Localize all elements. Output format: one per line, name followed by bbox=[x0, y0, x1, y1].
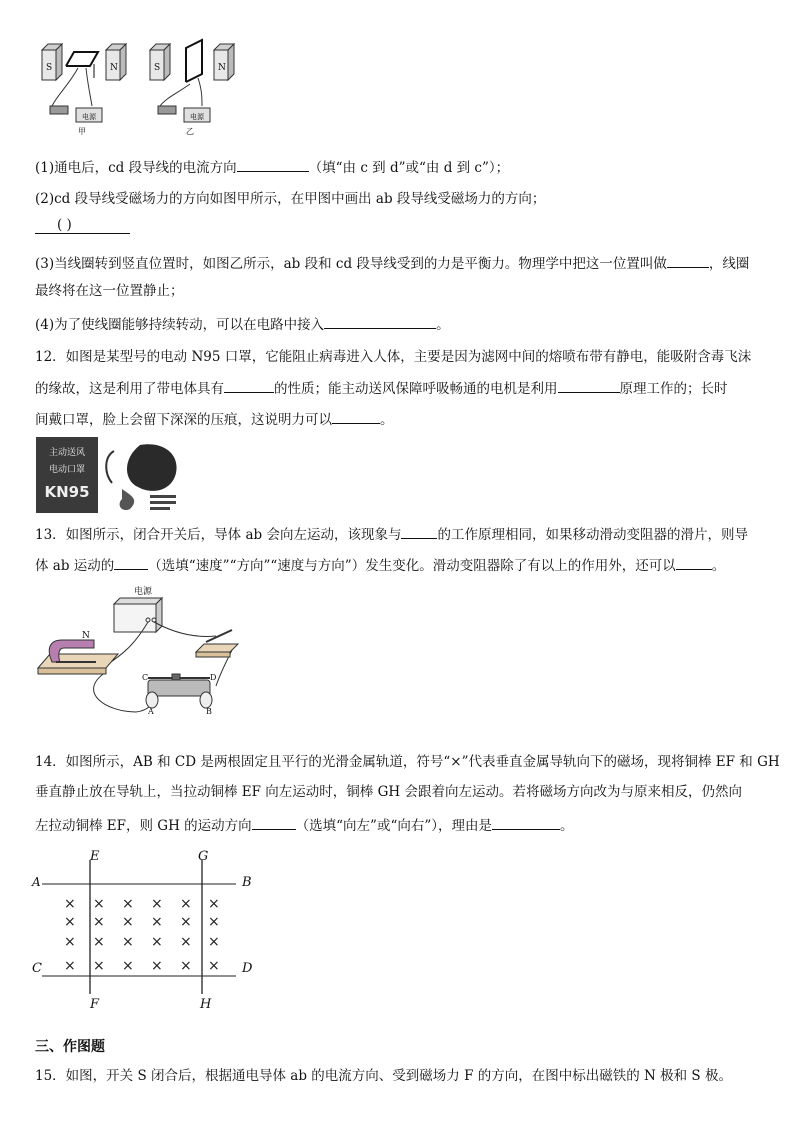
q13-blank-2[interactable] bbox=[114, 555, 148, 570]
rails-drawing bbox=[30, 846, 266, 1014]
field-cross: × bbox=[64, 958, 76, 974]
q14-line3: 左拉动铜棒 EF，则 GH 的运动方向 （选填“向左”或“向右”），理由是 。 bbox=[35, 815, 574, 835]
power-label-right: 电源 bbox=[190, 113, 204, 121]
q15-text: 15．如图，开关 S 闭合后，根据通电导体 ab 的电流方向、受到磁场力 F 的方向，在图中标出磁铁的 N 极和 S 极。 bbox=[35, 1068, 732, 1084]
q13-blank-3[interactable] bbox=[676, 555, 712, 570]
q12-blank-1[interactable] bbox=[224, 378, 274, 393]
q12-line3: 间戴口罩，脸上会留下深深的压痕，这说明力可以 。 bbox=[35, 409, 394, 429]
q14-blank-1[interactable] bbox=[252, 815, 296, 830]
rheostat-d-label: D bbox=[210, 673, 217, 682]
rod-label-f: F bbox=[90, 997, 100, 1012]
q11-part1: (1)通电后，cd 段导线的电流方向 （填“由 c 到 d”或“由 d 到 c”）； bbox=[35, 157, 509, 177]
q13-blank-1[interactable] bbox=[401, 524, 437, 539]
power-label-left: 电源 bbox=[82, 113, 96, 121]
rheostat-b-label: B bbox=[206, 707, 212, 716]
mask-image bbox=[36, 437, 184, 517]
mask-drawing bbox=[100, 437, 186, 515]
rail-label-d: D bbox=[242, 961, 253, 976]
field-cross: × bbox=[93, 896, 105, 912]
rail-label-a: A bbox=[32, 875, 41, 889]
q11-blank-1[interactable] bbox=[237, 157, 309, 172]
mask-box-label: 主动送风 电动口罩 KN95 bbox=[36, 437, 98, 513]
rod-label-g: G bbox=[198, 849, 209, 864]
q11-part4: (4)为了使线圈能够持续转动，可以在电路中接入 。 bbox=[35, 314, 450, 334]
motor-figures-drawing bbox=[38, 34, 238, 142]
q11-blank-4[interactable] bbox=[324, 314, 436, 329]
rails-figure bbox=[30, 846, 266, 1014]
q11-part2: (2)cd 段导线受磁场力的方向如图甲所示，在甲图中画出 ab 段导线受磁场力的方向； bbox=[35, 191, 546, 207]
field-cross: × bbox=[122, 914, 134, 930]
q12-blank-2[interactable] bbox=[558, 378, 620, 393]
q13-line1: 13．如图所示，闭合开关后，导体 ab 会向左运动，该现象与 的工作原理相同，如果移动滑动变阻器的滑片，则导 bbox=[35, 524, 748, 544]
field-cross: × bbox=[122, 896, 134, 912]
field-cross: × bbox=[64, 914, 76, 930]
rod-label-e: E bbox=[90, 849, 100, 864]
pole-n-label: N bbox=[82, 631, 90, 641]
rod-label-h: H bbox=[200, 997, 212, 1012]
q14-line2: 垂直静止放在导轨上，当拉动铜棒 EF 向左运动时，铜棒 GH 会跟着向左运动。若将磁场方向改为与原来相反，仍然向 bbox=[35, 784, 742, 800]
q11-blank-3[interactable] bbox=[667, 253, 709, 268]
rail-label-b: B bbox=[242, 875, 252, 890]
motor-figures bbox=[38, 34, 238, 142]
section-title: 三、作图题 bbox=[35, 1039, 105, 1055]
circuit-drawing bbox=[36, 582, 256, 742]
rheostat-a-label: A bbox=[148, 707, 154, 716]
field-cross: × bbox=[93, 914, 105, 930]
q11-part2-answer bbox=[35, 219, 130, 239]
q11-part3b: 最终将在这一位置静止； bbox=[35, 283, 184, 299]
power-label: 电源 bbox=[134, 587, 153, 597]
q13-line2: 体 ab 运动的 （选填“速度”“方向”“速度与方向”）发生变化。滑动变阻器除了有以上的作用外，还可以 。 bbox=[35, 555, 725, 575]
q14-line1: 14．如图所示，AB 和 CD 是两根固定且平行的光滑金属轨道，符号“×”代表垂直金属导轨向下的磁场，现将铜棒 EF 和 GH bbox=[35, 754, 780, 770]
pole-s-left: S bbox=[46, 63, 53, 73]
q12-blank-3[interactable] bbox=[332, 409, 380, 424]
pole-n-left: N bbox=[110, 63, 118, 73]
field-cross: × bbox=[151, 896, 163, 912]
field-cross: × bbox=[180, 958, 192, 974]
q11-part3: (3)当线圈转到竖直位置时，如图乙所示，ab 段和 cd 段导线受到的力是平衡力。物理学中把这一位置叫做 ，线圈 bbox=[35, 253, 749, 273]
q12-line2: 的缘故，这是利用了带电体具有 的性质；能主动送风保障呼吸畅通的电机是利用 原理工作的；长时 bbox=[35, 378, 728, 398]
field-cross: × bbox=[208, 934, 220, 950]
field-cross: × bbox=[180, 896, 192, 912]
q12-line1: 12．如图是某型号的电动 N95 口罩，它能阻止病毒进入人体，主要是因为滤网中间的熔喷布带有静电，能吸附含毒飞沫 bbox=[35, 349, 752, 365]
field-cross: × bbox=[122, 934, 134, 950]
field-cross: × bbox=[93, 934, 105, 950]
field-cross: × bbox=[64, 896, 76, 912]
q11-answer-blank[interactable]: ( ) bbox=[35, 219, 130, 234]
field-cross: × bbox=[64, 934, 76, 950]
field-cross: × bbox=[151, 914, 163, 930]
field-cross: × bbox=[208, 914, 220, 930]
field-cross: × bbox=[151, 934, 163, 950]
field-cross: × bbox=[180, 914, 192, 930]
pole-n-right: N bbox=[218, 63, 226, 73]
pole-s-right: S bbox=[154, 63, 161, 73]
rail-label-c: C bbox=[32, 961, 42, 976]
field-cross: × bbox=[208, 958, 220, 974]
magnetic-field-crosses bbox=[64, 896, 220, 974]
field-cross: × bbox=[208, 896, 220, 912]
circuit-figure bbox=[36, 582, 256, 742]
q14-blank-2[interactable] bbox=[492, 815, 560, 830]
caption-yi: 乙 bbox=[186, 127, 194, 136]
field-cross: × bbox=[93, 958, 105, 974]
caption-jia: 甲 bbox=[78, 127, 86, 136]
field-cross: × bbox=[151, 958, 163, 974]
rheostat-c-label: C bbox=[142, 673, 149, 682]
field-cross: × bbox=[122, 958, 134, 974]
field-cross: × bbox=[180, 934, 192, 950]
